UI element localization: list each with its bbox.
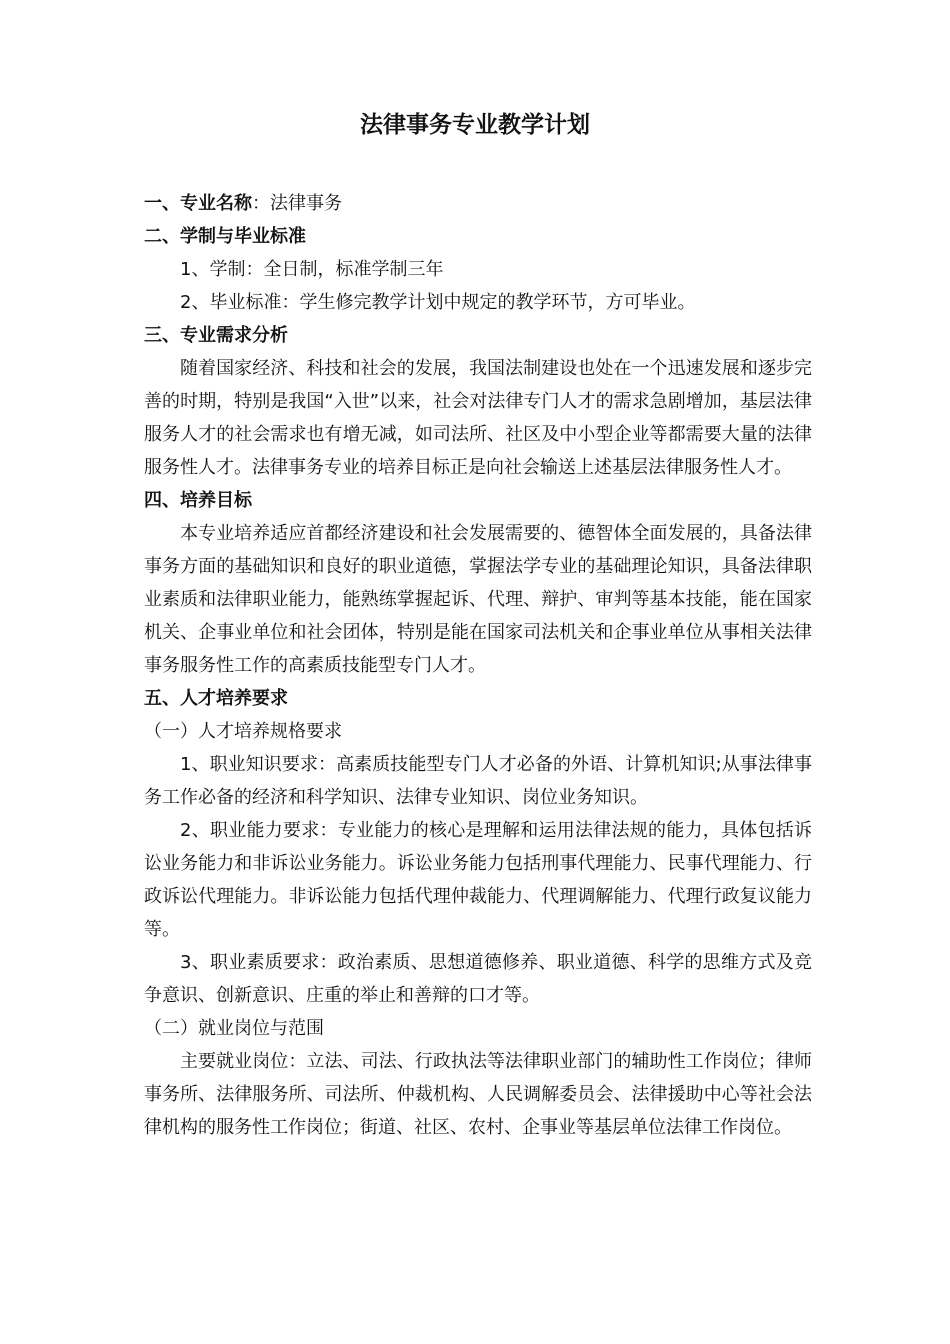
section-schooling-heading [144,220,812,253]
list-item: 2、毕业标准：学生修完教学计划中规定的教学环节，方可毕业。 [180,292,696,313]
section-heading: 四、培养目标 [144,490,252,511]
paragraph-goals: 本专业培养适应首都经济建设和社会发展需要的、德智体全面发展的，具备法律事务方面的基础知识和良好的职业道德，掌握法学专业的基础理论知识，具备法律职业素质和法律职业能力，能熟练掌握起诉、代理、辩护、审判等基本技能，能在国家机关、企事业单位和社会团体，特别是能在国家司法机关和企事业单位从事相关法律事务服务性工作的高素质技能型专门人才。 [144,523,812,676]
section-requirements-heading [144,682,812,715]
list-item: 1、职业知识要求：高素质技能型专门人才必备的外语、计算机知识;从事法律事务工作必备的经济和科学知识、法律专业知识、岗位业务知识。 [144,754,812,808]
section-demand-heading [144,319,812,352]
section-heading: 五、人才培养要求 [144,688,288,709]
label-separator: ： [252,193,270,214]
section-goals-heading [144,484,812,517]
subsection-spec-heading: （一）人才培养规格要求 [144,721,342,742]
subsection-jobs-heading: （二）就业岗位与范围 [144,1018,324,1039]
paragraph-demand: 随着国家经济、科技和社会的发展，我国法制建设也处在一个迅速发展和逐步完善的时期，特别是我国“入世”以来，社会对法律专门人才的需求急剧增加，基层法律服务人才的社会需求也有增无减，如司法所、社区及中小型企业等都需要大量的法律服务性人才。法律事务专业的培养目标正是向社会输送上述基层法律服务性人才。 [144,358,812,478]
section-heading: 一、专业名称 [144,193,252,214]
section-value: 法律事务 [270,193,342,214]
section-professional-name [144,187,812,220]
document-body [144,187,812,1144]
paragraph-jobs: 主要就业岗位：立法、司法、行政执法等法律职业部门的辅助性工作岗位；律师事务所、法律服务所、司法所、仲裁机构、人民调解委员会、法律援助中心等社会法律机构的服务性工作岗位；街道、社区、农村、企事业等基层单位法律工作岗位。 [144,1051,812,1138]
document-title: 法律事务专业教学计划 [360,112,590,138]
list-item: 3、职业素质要求：政治素质、思想道德修养、职业道德、科学的思维方式及竞争意识、创新意识、庄重的举止和善辩的口才等。 [144,952,812,1006]
section-heading: 三、专业需求分析 [144,325,288,346]
section-heading: 二、学制与毕业标准 [144,226,306,247]
list-item: 2、职业能力要求：专业能力的核心是理解和运用法律法规的能力，具体包括诉讼业务能力和非诉讼业务能力。诉讼业务能力包括刑事代理能力、民事代理能力、行政诉讼代理能力。非诉讼能力包括代理仲裁能力、代理调解能力、代理行政复议能力等。 [144,820,812,940]
list-item: 1、学制：全日制，标准学制三年 [180,259,444,280]
